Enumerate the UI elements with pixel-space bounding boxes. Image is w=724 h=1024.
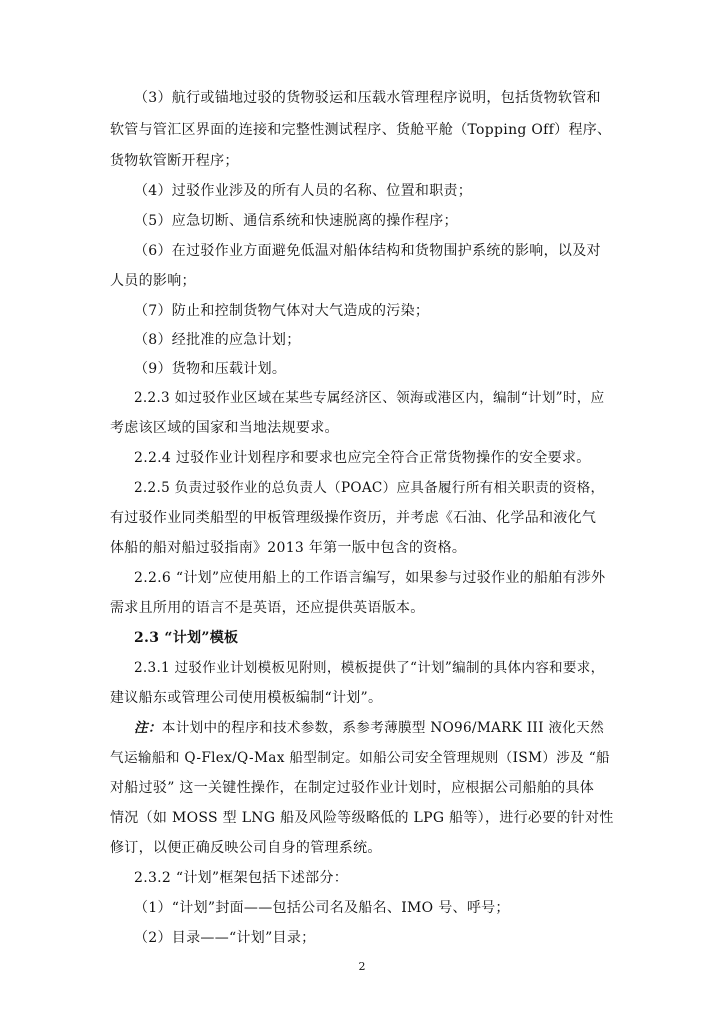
note-line-5: 修订，以便正确反映公司自身的管理系统。 bbox=[110, 840, 382, 856]
list-item-9: （9）货物和压载计划。 bbox=[134, 361, 287, 377]
clause-2-3-2: 2.3.2 “计划”框架包括下述部分： bbox=[134, 870, 349, 886]
clause-2-3-1-line-2: 建议船东或管理公司使用模板编制“计划”。 bbox=[110, 690, 383, 706]
list-item-3-line-3: 货物软管断开程序； bbox=[110, 153, 239, 169]
list-item-3-line-1: （3）航行或锚地过驳的货物驳运和压载水管理程序说明，包括货物软管和 bbox=[134, 90, 601, 106]
clause-2-2-3-line-2: 考虑该区域的国家和当地法规要求。 bbox=[110, 420, 339, 436]
note-label: 注： bbox=[134, 720, 162, 736]
clause-2-2-6-line-1: 2.2.6 “计划”应使用船上的工作语言编写，如果参与过驳作业的船舶有涉外 bbox=[134, 570, 606, 586]
note-text: 本计划中的程序和技术参数，系参考薄膜型 NO96/MARK III 液化天然 bbox=[161, 720, 604, 736]
note-line-1 bbox=[134, 718, 614, 738]
clause-2-2-4: 2.2.4 过驳作业计划程序和要求也应完全符合正常货物操作的安全要求。 bbox=[134, 450, 591, 466]
list-item-6-line-1: （6）在过驳作业方面避免低温对船体结构和货物围护系统的影响，以及对 bbox=[134, 243, 601, 259]
list-item-7: （7）防止和控制货物气体对大气造成的污染； bbox=[134, 303, 430, 319]
framework-item-1: （1）“计划”封面——包括公司名及船名、IMO 号、呼号； bbox=[134, 900, 510, 916]
note-line-4: 情况（如 MOSS 型 LNG 船及风险等级略低的 LPG 船等），进行必要的针对性 bbox=[110, 810, 614, 826]
clause-2-2-6-line-2: 需求且所用的语言不是英语，还应提供英语版本。 bbox=[110, 600, 425, 616]
list-item-4: （4）过驳作业涉及的所有人员的名称、位置和职责； bbox=[134, 183, 473, 199]
clause-2-3-1-line-1: 2.3.1 过驳作业计划模板见附则，模板提供了“计划”编制的具体内容和要求， bbox=[134, 660, 605, 676]
list-item-3-line-2: 软管与管汇区界面的连接和完整性测试程序、货舱平舱（Topping Off）程序、 bbox=[110, 122, 612, 138]
clause-2-2-5-line-2: 有过驳作业同类船型的甲板管理级操作资历，并考虑《石油、化学品和液化气 bbox=[110, 510, 597, 526]
clause-2-2-3-line-1: 2.2.3 如过驳作业区域在某些专属经济区、领海或港区内，编制“计划”时，应 bbox=[134, 390, 605, 406]
list-item-6-line-2: 人员的影响； bbox=[110, 273, 196, 289]
section-heading-2-3: 2.3 “计划”模板 bbox=[134, 630, 239, 646]
page-number: 2 bbox=[358, 960, 366, 973]
note-line-3: 对船过驳” 这一关键性操作，在制定过驳作业计划时，应根据公司船舶的具体 bbox=[110, 780, 595, 796]
framework-item-2: （2）目录——“计划”目录； bbox=[134, 930, 316, 946]
list-item-8: （8）经批准的应急计划； bbox=[134, 332, 301, 348]
clause-2-2-5-line-3: 体船的船对船过驳指南》2013 年第一版中包含的资格。 bbox=[110, 540, 467, 556]
clause-2-2-5-line-1: 2.2.5 负责过驳作业的总负责人（POAC）应具备履行所有相关职责的资格， bbox=[134, 480, 605, 496]
list-item-5: （5）应急切断、通信系统和快速脱离的操作程序； bbox=[134, 213, 458, 229]
note-line-2: 气运输船和 Q-Flex/Q-Max 船型制定。如船公司安全管理规则（ISM）涉及 “船 bbox=[110, 750, 611, 766]
